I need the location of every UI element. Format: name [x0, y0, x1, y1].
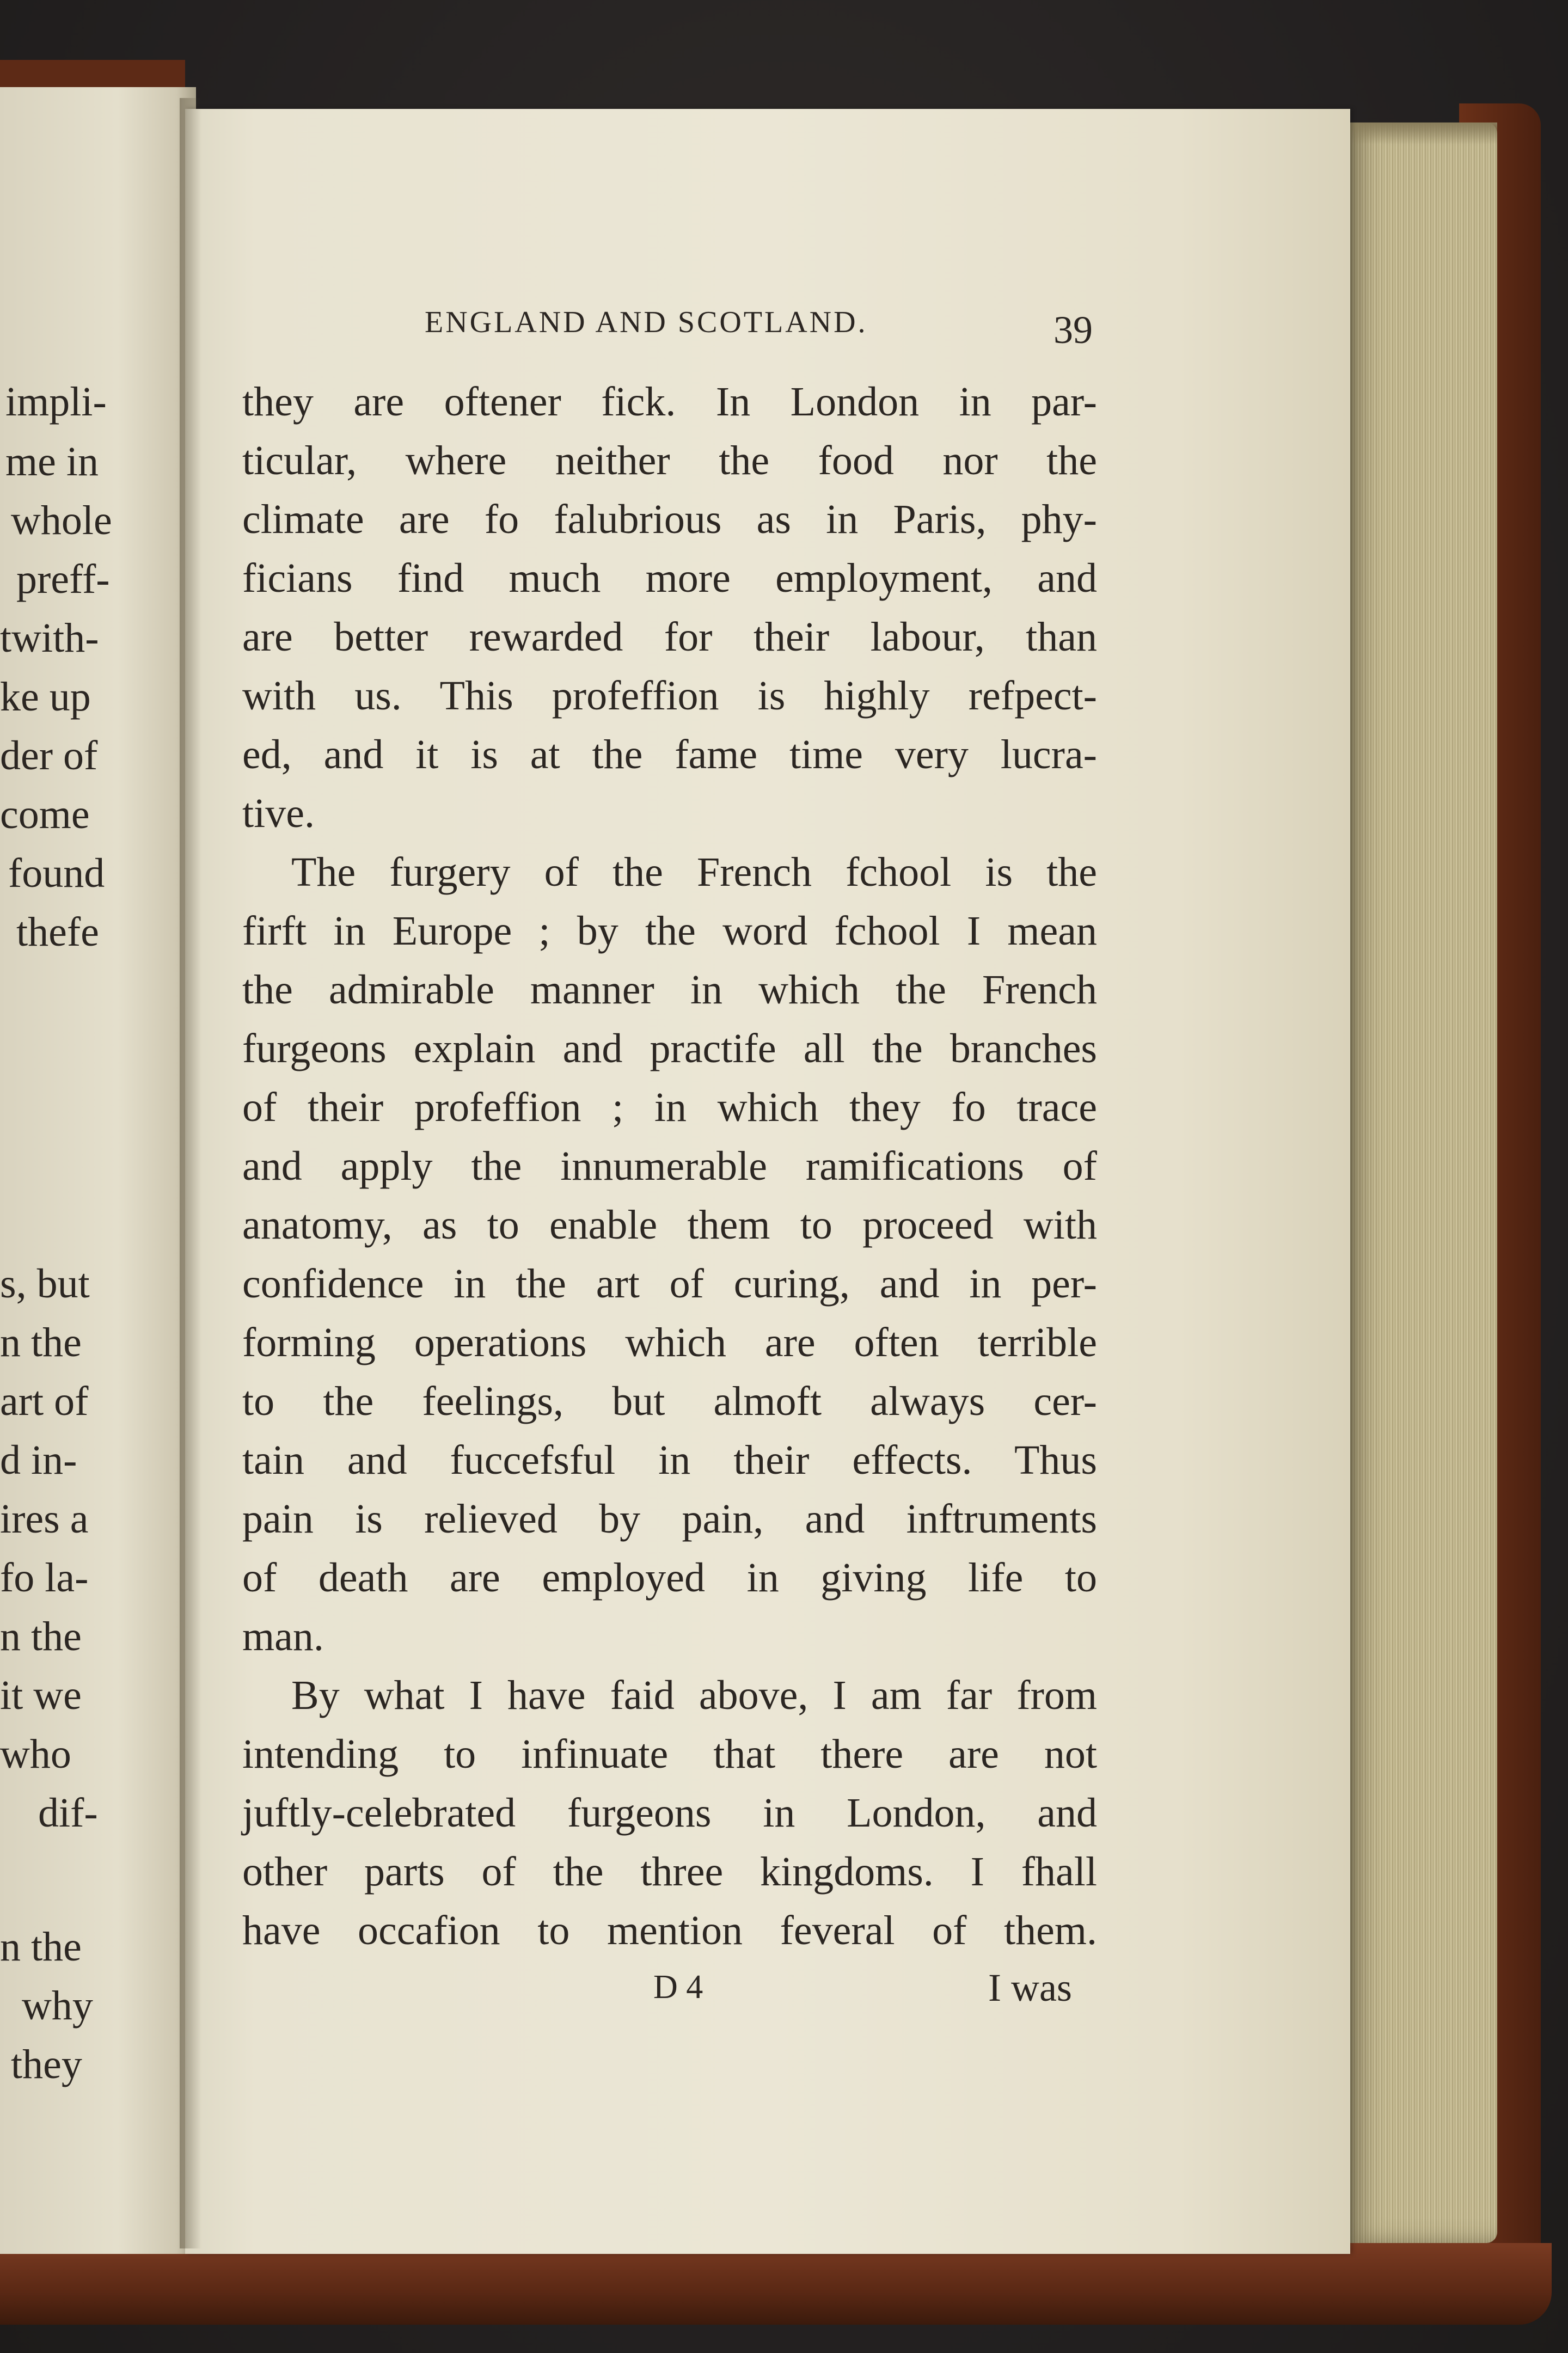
- left-page-line: they: [11, 2042, 82, 2087]
- body-line: of death are employed in giving life to: [242, 1555, 1097, 1601]
- running-title: ENGLAND AND SCOTLAND.: [425, 305, 868, 339]
- body-line: firft in Europe ; by the word fchool I mean: [242, 908, 1097, 954]
- body-line: pain is relieved by pain, and inftruments: [242, 1496, 1097, 1542]
- body-line: to the feelings, but almoft always cer-: [242, 1378, 1097, 1424]
- body-line: intending to infinuate that there are not: [242, 1731, 1097, 1777]
- gutter-shadow: [180, 98, 201, 2248]
- left-page-line: der of: [0, 733, 98, 779]
- body-line: ticular, where neither the food nor the: [242, 438, 1097, 483]
- left-page-line: whole: [11, 498, 112, 543]
- signature-mark: D 4: [653, 1969, 703, 2006]
- left-page-line: n the: [0, 1924, 82, 1970]
- catchword: I was: [988, 1966, 1072, 2009]
- body-line: ed, and it is at the fame time very lucra-: [242, 732, 1097, 777]
- left-page-line: ke up: [0, 674, 91, 720]
- left-page-line: s, but: [0, 1261, 90, 1307]
- body-line: juftly-celebrated furgeons in London, and: [242, 1790, 1097, 1836]
- left-page-line: why: [22, 1983, 93, 2029]
- body-line: and apply the innumerable ramifications of: [242, 1143, 1097, 1189]
- left-page-line: d in-: [0, 1437, 77, 1483]
- left-page-line: found: [8, 850, 105, 896]
- page-edges-shadow: [1345, 122, 1497, 144]
- body-line: other parts of the three kingdoms. I fhall: [242, 1849, 1097, 1895]
- body-line: climate are fo falubrious as in Paris, phy-: [242, 497, 1097, 542]
- left-page-line: come: [0, 792, 90, 837]
- body-line: are better rewarded for their labour, than: [242, 614, 1097, 660]
- body-line: anatomy, as to enable them to proceed with: [242, 1202, 1097, 1248]
- body-line: forming operations which are often terrible: [242, 1320, 1097, 1365]
- body-line: have occafion to mention feveral of them.: [242, 1908, 1097, 1953]
- body-line: the admirable manner in which the French: [242, 967, 1097, 1013]
- left-page-line: dif-: [38, 1790, 98, 1836]
- left-page-line: who: [0, 1731, 71, 1777]
- left-page-line: me in: [5, 439, 99, 485]
- left-page-line: it we: [0, 1672, 82, 1718]
- body-line: ficians find much more employment, and: [242, 555, 1097, 601]
- left-page-line: art of: [0, 1378, 89, 1424]
- body-line: tain and fuccefsful in their effects. Thus: [242, 1437, 1097, 1483]
- left-page-line: impli-: [5, 379, 107, 425]
- body-line: they are oftener fick. In London in par-: [242, 379, 1097, 425]
- body-line: of their profeffion ; in which they fo trace: [242, 1084, 1097, 1130]
- body-line: The furgery of the French fchool is the: [291, 849, 1097, 895]
- body-line: with us. This profeffion is highly refpect-: [242, 673, 1097, 719]
- body-line: By what I have faid above, I am far from: [291, 1672, 1097, 1718]
- left-page-line: ires a: [0, 1496, 89, 1542]
- body-line: tive.: [242, 791, 315, 836]
- body-line: confidence in the art of curing, and in per-: [242, 1261, 1097, 1307]
- page-edges: [1345, 122, 1497, 2243]
- left-page-line: n the: [0, 1320, 82, 1365]
- body-line: man.: [242, 1614, 324, 1659]
- left-page-line: fo la-: [0, 1555, 89, 1601]
- left-page-line: thefe: [16, 909, 99, 955]
- left-page-line: twith-: [0, 615, 99, 661]
- page-number: 39: [1054, 308, 1093, 352]
- left-page: [0, 87, 196, 2254]
- left-page-line: preff-: [16, 556, 110, 602]
- left-page-line: n the: [0, 1614, 82, 1659]
- body-line: furgeons explain and practife all the branches: [242, 1026, 1097, 1071]
- book-cover-bottom: [0, 2243, 1552, 2325]
